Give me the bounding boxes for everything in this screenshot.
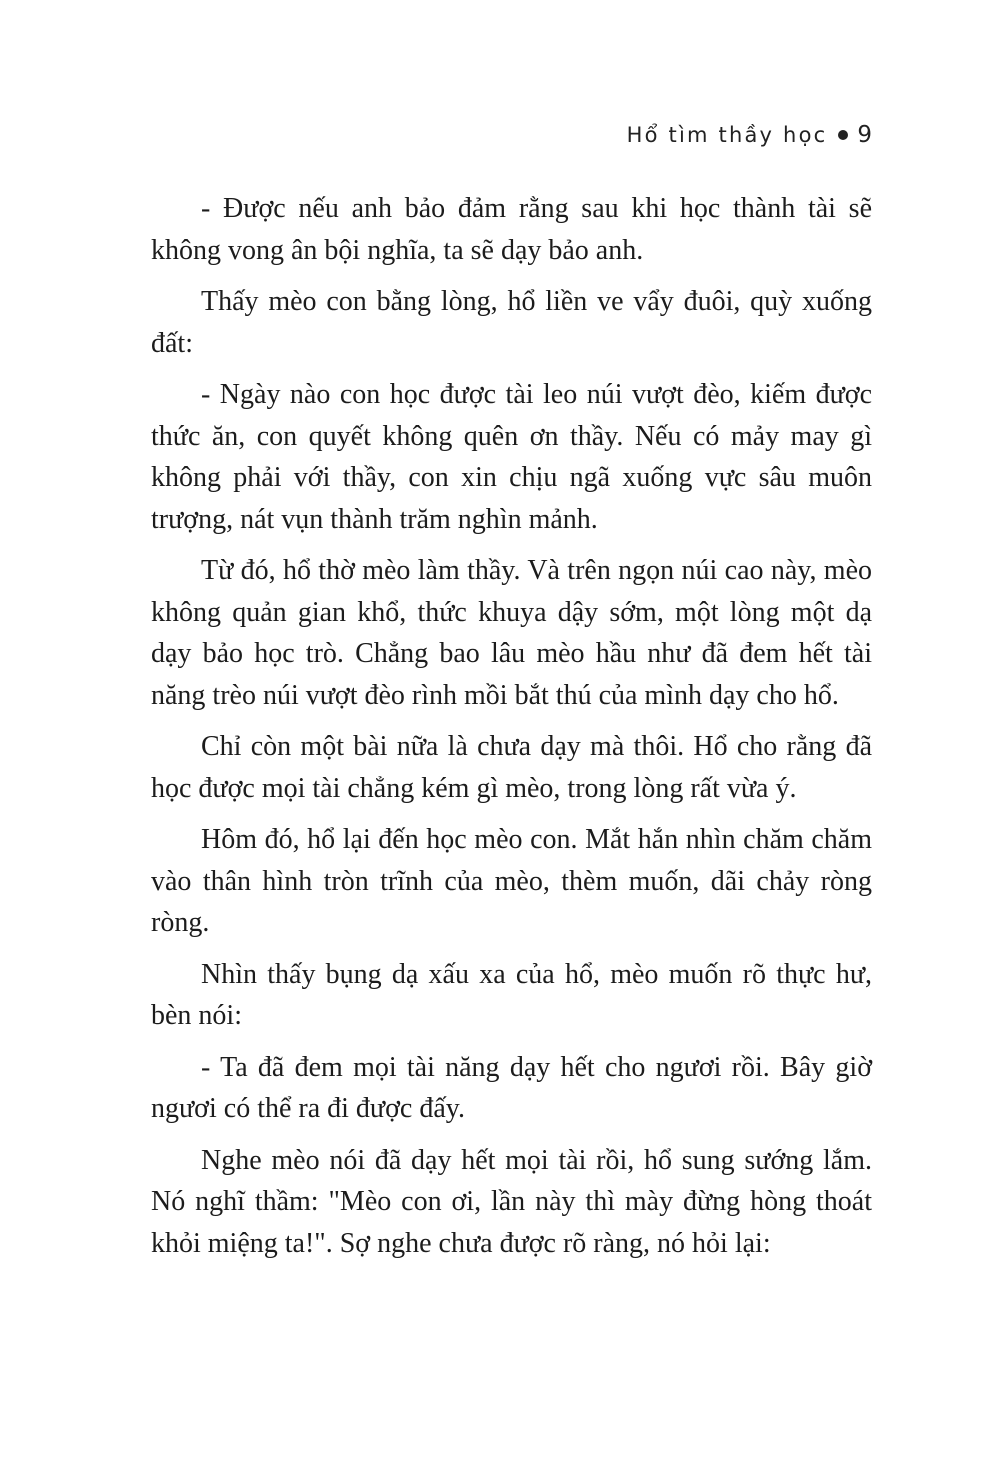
bullet-separator: [838, 130, 848, 140]
paragraph: Hôm đó, hổ lại đến học mèo con. Mắt hắn nhìn chăm chăm vào thân hình tròn trĩnh của mèo, thèm muốn, dãi chảy ròng ròng.: [151, 824, 872, 938]
paragraph: Nghe mèo nói đã dạy hết mọi tài rồi, hổ sung sướng lắm. Nó nghĩ thầm: "Mèo con ơi, lần này thì mày đừng hòng thoát khỏi miệng ta!". Sợ nghe chưa được rõ ràng, nó hỏi lại:: [151, 1144, 872, 1259]
page-number: 9: [857, 122, 872, 148]
paragraph: - Ngày nào con học được tài leo núi vượt đèo, kiếm được thức ăn, con quyết không quên ơn thầy. Nếu có mảy may gì không phải với thầy, con xin chịu ngã xuống vực sâu muôn trượng, nát vụn thành trăm nghìn mảnh.: [151, 379, 872, 535]
paragraph: Thấy mèo con bằng lòng, hổ liền ve vẩy đuôi, quỳ xuống đất:: [151, 286, 872, 359]
paragraph: - Được nếu anh bảo đảm rằng sau khi học thành tài sẽ không vong ân bội nghĩa, ta sẽ dạy bảo anh.: [151, 193, 872, 266]
running-head: [627, 122, 872, 148]
paragraph: Chỉ còn một bài nữa là chưa dạy mà thôi. Hổ cho rằng đã học được mọi tài chẳng kém gì mèo, trong lòng rất vừa ý.: [151, 731, 872, 804]
paragraph: Nhìn thấy bụng dạ xấu xa của hổ, mèo muốn rõ thực hư, bèn nói:: [151, 958, 872, 1031]
paragraph: Từ đó, hổ thờ mèo làm thầy. Và trên ngọn núi cao này, mèo không quản gian khổ, thức khuya dậy sớm, một lòng một dạ dạy bảo học trò. Chẳng bao lâu mèo hầu như đã đem hết tài năng trèo núi vượt đèo rình mồi bắt thú của mình dạy cho hổ.: [151, 555, 872, 711]
page-body: [151, 188, 872, 1274]
paragraph: - Ta đã đem mọi tài năng dạy hết cho ngươi rồi. Bây giờ ngươi có thể ra đi được đấy.: [151, 1051, 872, 1124]
running-title: Hổ tìm thầy học: [626, 123, 828, 147]
